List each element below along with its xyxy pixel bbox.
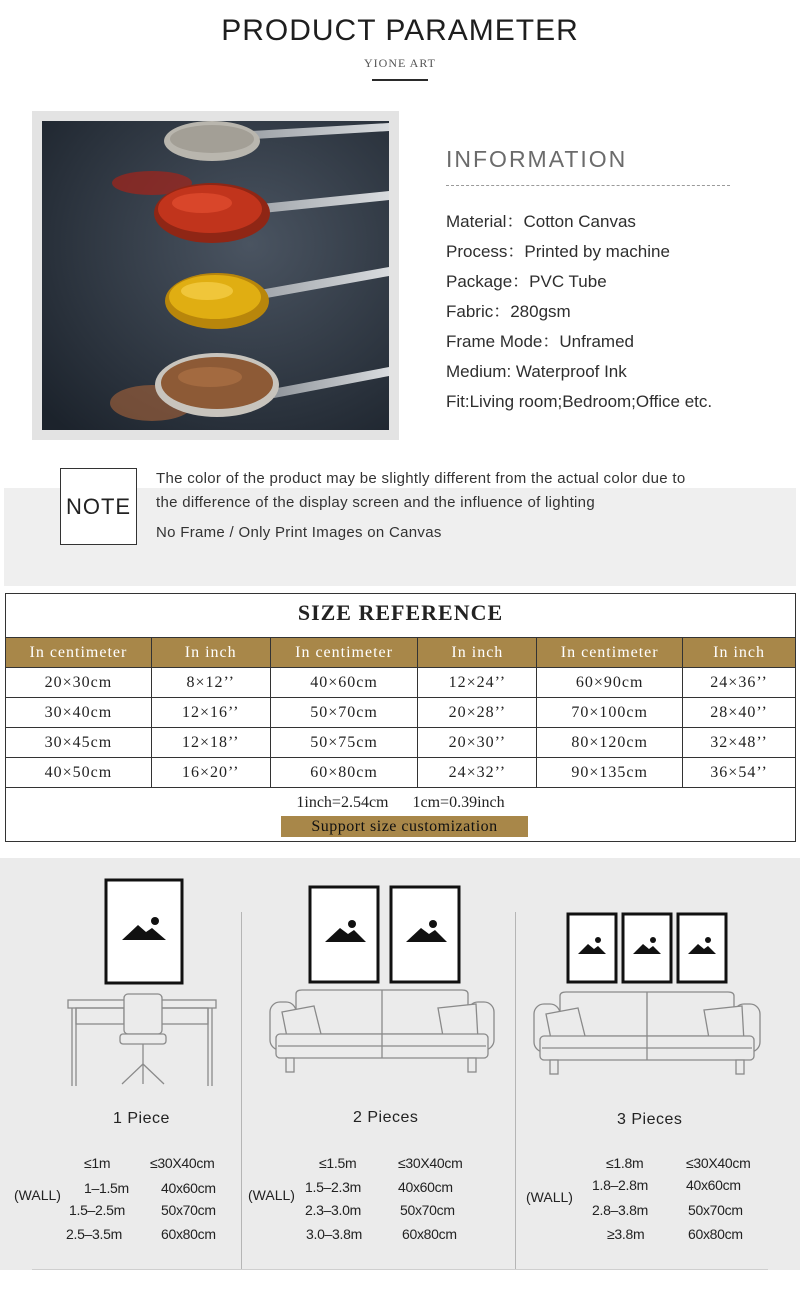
header-cell: In inch: [418, 638, 537, 668]
wall-width: 3.0–3.8m: [306, 1226, 362, 1242]
info-frame-mode: Frame Mode：Unframed: [446, 332, 635, 351]
wall-label: (WALL): [14, 1187, 61, 1203]
table-cell: 32×48’’: [683, 728, 796, 758]
table-cell: 12×18’’: [151, 728, 270, 758]
sofa-three-pieces-illustration: [532, 910, 762, 1086]
header-cell: In centimeter: [6, 638, 152, 668]
header-divider: [372, 79, 428, 81]
wall-label: (WALL): [526, 1189, 573, 1205]
panel-divider: [515, 912, 516, 1269]
wall-width: 1–1.5m: [84, 1180, 129, 1196]
recommended-size: ≤30X40cm: [150, 1155, 215, 1171]
table-cell: 36×54’’: [683, 758, 796, 788]
wall-width: ≤1m: [84, 1155, 111, 1171]
note-line-1: The color of the product may be slightly different from the actual color due to: [156, 470, 686, 487]
panel-1-label: 1 Piece: [113, 1110, 170, 1127]
recommended-size: 60x80cm: [161, 1226, 216, 1242]
information-divider: [446, 185, 730, 186]
table-cell: 8×12’’: [151, 668, 270, 698]
header-cell: In centimeter: [270, 638, 418, 668]
table-cell: 24×32’’: [418, 758, 537, 788]
panel-3-label: 3 Pieces: [617, 1111, 683, 1128]
table-row: [6, 698, 796, 728]
wall-width: 2.5–3.5m: [66, 1226, 122, 1242]
table-cell: 50×75cm: [270, 728, 418, 758]
table-cell: 30×40cm: [6, 698, 152, 728]
header-cell: In centimeter: [537, 638, 683, 668]
wall-width: ≥3.8m: [607, 1226, 645, 1242]
recommended-size: 60x80cm: [402, 1226, 457, 1242]
recommended-size: ≤30X40cm: [686, 1155, 751, 1171]
table-cell: 28×40’’: [683, 698, 796, 728]
table-cell: 24×36’’: [683, 668, 796, 698]
spice-spoons-photo: [42, 121, 389, 430]
note-line-3: No Frame / Only Print Images on Canvas: [156, 524, 442, 541]
wall-width: 2.8–3.8m: [592, 1202, 648, 1218]
table-cell: 70×100cm: [537, 698, 683, 728]
table-cell: 12×16’’: [151, 698, 270, 728]
information-list: [446, 207, 712, 417]
wall-width: 2.3–3.0m: [305, 1202, 361, 1218]
wall-label: (WALL): [248, 1187, 295, 1203]
header-cell: In inch: [683, 638, 796, 668]
table-cell: 20×28’’: [418, 698, 537, 728]
desk-scene-illustration: [60, 878, 225, 1090]
size-table-header: [6, 638, 796, 668]
table-cell: 30×45cm: [6, 728, 152, 758]
page-title: PRODUCT PARAMETER: [221, 14, 579, 47]
table-cell: 60×80cm: [270, 758, 418, 788]
recommended-size: 40x60cm: [686, 1177, 741, 1193]
wall-width: 1.5–2.5m: [69, 1202, 125, 1218]
info-material: Material：Cotton Canvas: [446, 212, 636, 231]
support-customization-badge: Support size customization: [281, 816, 528, 837]
size-table: [5, 637, 796, 788]
size-reference-title: SIZE REFERENCE: [297, 600, 504, 625]
info-fit: Fit:Living room;Bedroom;Office etc.: [446, 392, 713, 411]
wall-width: ≤1.8m: [606, 1155, 644, 1171]
wall-width: 1.8–2.8m: [592, 1177, 648, 1193]
recommended-size: 40x60cm: [161, 1180, 216, 1196]
info-process: Process：Printed by machine: [446, 242, 670, 261]
table-cell: 20×30cm: [6, 668, 152, 698]
recommended-size: 40x60cm: [398, 1179, 453, 1195]
table-cell: 16×20’’: [151, 758, 270, 788]
recommended-size: 60x80cm: [688, 1226, 743, 1242]
table-cell: 60×90cm: [537, 668, 683, 698]
size-reference-section: [5, 593, 796, 842]
table-row: [6, 728, 796, 758]
table-row: [6, 758, 796, 788]
brand-subtitle: YIONE ART: [364, 56, 436, 70]
header-cell: In inch: [151, 638, 270, 668]
info-medium: Medium: Waterproof Ink: [446, 362, 627, 381]
spice-spoons-image: [42, 121, 389, 430]
panel-divider: [241, 912, 242, 1269]
unit-conversion: 1inch=2.54cm 1cm=0.39inch: [296, 794, 505, 811]
panel-2-label: 2 Pieces: [353, 1109, 419, 1126]
table-row: [6, 668, 796, 698]
table-cell: 90×135cm: [537, 758, 683, 788]
wall-width: ≤1.5m: [319, 1155, 357, 1171]
recommended-size: 50x70cm: [688, 1202, 743, 1218]
table-cell: 12×24’’: [418, 668, 537, 698]
product-photo-frame: [32, 111, 399, 440]
note-label: NOTE: [60, 468, 137, 545]
information-heading: INFORMATION: [446, 146, 628, 172]
table-cell: 80×120cm: [537, 728, 683, 758]
recommended-size: 50x70cm: [161, 1202, 216, 1218]
note-line-2: the difference of the display screen and the influence of lighting: [156, 494, 595, 511]
table-cell: 40×60cm: [270, 668, 418, 698]
recommended-size: 50x70cm: [400, 1202, 455, 1218]
info-fabric: Fabric：280gsm: [446, 302, 571, 321]
wall-width: 1.5–2.3m: [305, 1179, 361, 1195]
info-package: Package：PVC Tube: [446, 272, 607, 291]
table-cell: 20×30’’: [418, 728, 537, 758]
bottom-divider: [32, 1269, 768, 1270]
recommended-size: ≤30X40cm: [398, 1155, 463, 1171]
table-cell: 50×70cm: [270, 698, 418, 728]
sofa-two-pieces-illustration: [268, 884, 496, 1084]
table-cell: 40×50cm: [6, 758, 152, 788]
